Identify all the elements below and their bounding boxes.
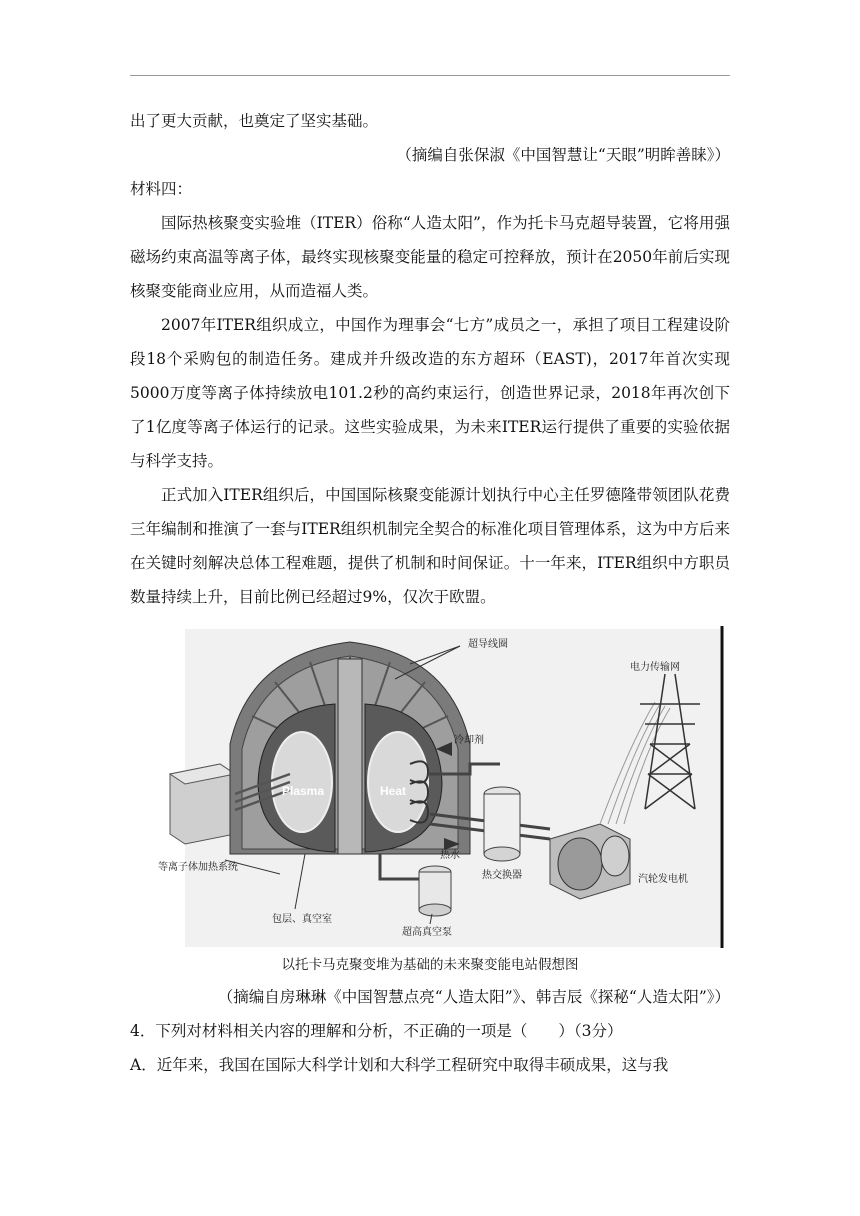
label-plasma-heating-system: 等离子体加热系统 <box>158 862 238 873</box>
material4-paragraph-3: 正式加入ITER组织后，中国国际核聚变能源计划执行中心主任罗德隆带领团队花费三年编制和推演了一套与ITER组织机制完全契合的标准化项目管理体系，这为中方后来在关键时刻解决总体工程难题，提供了机制和时间保证。十一年来，ITER组织中方职员数量持续上升，目前比例已经超过9%，仅次于欧盟。 <box>130 486 730 606</box>
label-turbine-generator: 汽轮发电机 <box>638 874 688 885</box>
label-plasma: Plasma <box>282 784 325 798</box>
figure-caption: 以托卡马克聚变堆为基础的未来聚变能电站假想图 <box>281 957 579 973</box>
material4-heading: 材料四： <box>130 180 193 198</box>
material4-source: （摘编自房琳琳《中国智慧点亮“人造太阳”》、韩吉辰《探秘“人造太阳”》） <box>217 988 730 1006</box>
label-vacuum-pump: 超高真空泵 <box>402 927 452 938</box>
label-power-grid: 电力传输网 <box>630 662 680 673</box>
material3-tail-line: 出了更大贡献，也奠定了坚实基础。 <box>130 112 379 130</box>
question-4-option-a: A．近年来，我国在国际大科学计划和大科学工程研究中取得丰硕成果，这与我 <box>130 1056 669 1074</box>
material4-paragraph-1: 国际热核聚变实验堆（ITER）俗称“人造太阳”，作为托卡马克超导装置，它将用强磁场约束高温等离子体，最终实现核聚变能量的稳定可控释放，预计在2050年前后实现核聚变能商业应用，从而造福人类。 <box>130 214 730 300</box>
label-hot-water: 热水 <box>440 850 460 861</box>
fusion-plant-figure <box>130 624 730 950</box>
label-heat: Heat <box>380 784 407 798</box>
label-blanket-vacuum-chamber: 包层、真空室 <box>272 914 332 925</box>
material4-paragraph-2: 2007年ITER组织成立，中国作为理事会“七方”成员之一，承担了项目工程建设阶段18个采购包的制造任务。建成并升级改造的东方超环（EAST)，2017年首次实现5000万度等离子体持续放电101.2秒的高约束运行，创造世界记录，2018年再次创下了1亿度等离子体运行的记录。这些实验成果，为未来ITER运行提供了重要的实验依据与科学支持。 <box>130 316 730 470</box>
question-4-stem: 4．下列对材料相关内容的理解和分析，不正确的一项是（ ）（3分） <box>130 1022 623 1040</box>
material3-source: （摘编自张保淑《中国智慧让“天眼”明眸善睐》） <box>396 146 730 164</box>
header-rule <box>130 75 730 76</box>
label-coolant: 冷却剂 <box>454 735 484 746</box>
document-page <box>130 104 730 1082</box>
label-superconducting-coil: 超导线圈 <box>468 639 508 650</box>
label-heat-exchanger: 热交换器 <box>482 870 522 881</box>
